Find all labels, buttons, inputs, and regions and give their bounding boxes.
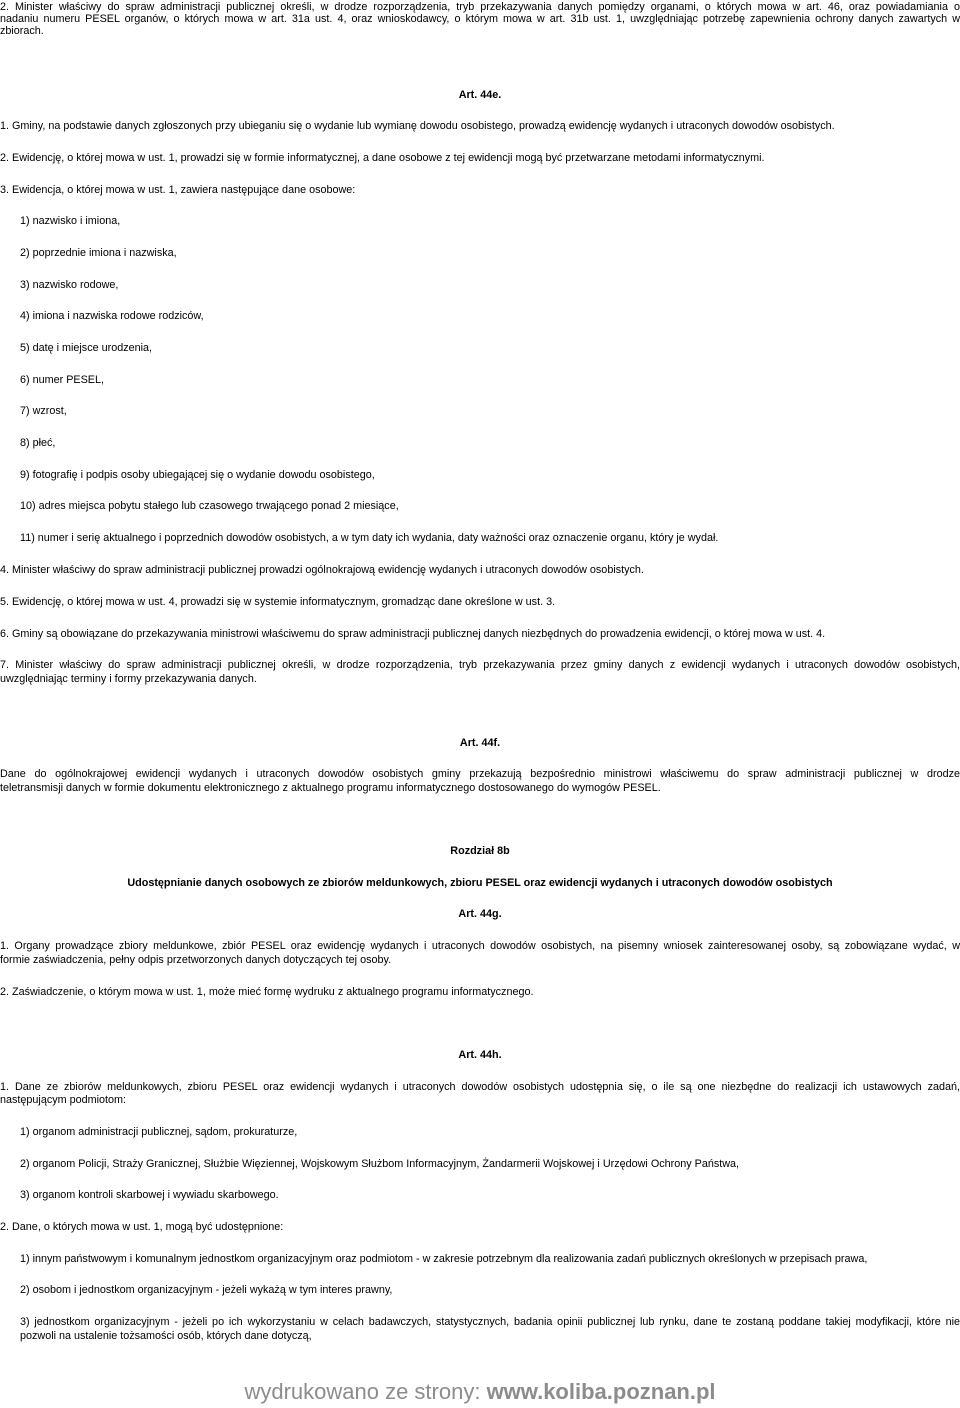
paragraph-line: 6. Gminy są obowiązane do przekazywania ministrowi właściwemu do spraw administracji publicznej danych niezbędnych do prowadzenia ewidencji, o której mowa w ust. 4. xyxy=(0,628,826,640)
paragraph-line: formie zaświadczenia, pełny odpis przetworzonych danych dotyczących tej osoby. xyxy=(0,954,392,966)
list-item: 2) osobom i jednostkom organizacyjnym - jeżeli wykażą w tym interes prawny, xyxy=(20,1284,393,1296)
footer-site-link[interactable]: www.koliba.poznan.pl xyxy=(486,1379,716,1404)
list-item: 5) datę i miejsce urodzenia, xyxy=(20,342,153,354)
print-footer xyxy=(0,1378,960,1406)
list-item: 2) poprzednie imiona i nazwiska, xyxy=(20,247,177,259)
paragraph-line: 2. Ewidencję, o której mowa w ust. 1, prowadzi się w formie informatycznej, a dane osobowe z tej ewidencji mogą być przetwarzane metodami informatycznymi. xyxy=(0,152,765,164)
article-heading: Art. 44e. xyxy=(458,89,502,101)
paragraph-line: 2. Zaświadczenie, o którym mowa w ust. 1, może mieć formę wydruku z aktualnego programu informatycznego. xyxy=(0,986,534,998)
paragraph-line: 3. Ewidencja, o której mowa w ust. 1, zawiera następujące dane osobowe: xyxy=(0,184,356,196)
paragraph-line: 4. Minister właściwy do spraw administracji publicznej prowadzi ogólnokrajową ewidencję wydanych i utraconych dowodów osobistych. xyxy=(0,564,644,576)
chapter-heading: Rozdział 8b xyxy=(450,845,510,857)
list-item: 3) nazwisko rodowe, xyxy=(20,279,119,291)
list-item: 4) imiona i nazwiska rodowe rodziców, xyxy=(20,310,204,322)
paragraph-line: 2. Dane, o których mowa w ust. 1, mogą być udostępnione: xyxy=(0,1221,284,1233)
paragraph-line: uwzględniając terminy i formy przekazywania danych. xyxy=(0,673,257,685)
paragraph-line: 2. Minister właściwy do spraw administracji publicznej określi, w drodze rozporządzenia, tryb przekazywania danych pomiędzy organami, o których mowa w art. 46, oraz powiadamiania o xyxy=(0,1,960,13)
article-heading: Art. 44g. xyxy=(458,908,502,920)
list-item: 1) innym państwowym i komunalnym jednostkom organizacyjnym oraz podmiotom - w zakresie potrzebnym dla realizowania zadań publicznych określonych w przepisach prawa, xyxy=(20,1253,868,1265)
article-heading: Art. 44h. xyxy=(458,1049,502,1061)
paragraph-line: 1. Gminy, na podstawie danych zgłoszonych przy ubieganiu się o wydanie lub wymianę dowodu osobistego, prowadzą ewidencję wydanych i utraconych dowodów osobistych. xyxy=(0,120,835,132)
paragraph-line: Dane do ogólnokrajowej ewidencji wydanych i utraconych dowodów osobistych gminy przekazują bezpośrednio ministrowi właściwemu do spraw administracji publicznej w drodze xyxy=(0,768,960,780)
list-item: pozwoli na ustalenie tożsamości osób, których dane dotyczą, xyxy=(20,1330,312,1342)
list-item: 10) adres miejsca pobytu stałego lub czasowego trwającego ponad 2 miesiące, xyxy=(20,500,399,512)
paragraph-line: teletransmisji danych w formie dokumentu elektronicznego z aktualnego programu informatycznego dostosowanego do wymogów PESEL. xyxy=(0,782,661,794)
chapter-title: Udostępnianie danych osobowych ze zbiorów meldunkowych, zbioru PESEL oraz ewidencji wydanych i utraconych dowodów osobistych xyxy=(127,877,833,889)
paragraph-line: 7. Minister właściwy do spraw administracji publicznej określi, w drodze rozporządzenia, tryb przekazywania przez gminy danych z ewidencji wydanych i utraconych dowodów osobistych, xyxy=(0,659,960,671)
list-item: 3) organom kontroli skarbowej i wywiadu skarbowego. xyxy=(20,1189,279,1201)
paragraph-line: następującym podmiotom: xyxy=(0,1094,127,1106)
list-item: 2) organom Policji, Straży Granicznej, Służbie Więziennej, Wojskowym Służbom Informacyjnym, Żandarmerii Wojskowej i Urzędowi Ochrony Państwa, xyxy=(20,1158,740,1170)
list-item: 3) jednostkom organizacyjnym - jeżeli po ich wykorzystaniu w celach badawczych, statystycznych, badania opinii publicznej lub rynku, dane te zostaną poddane takiej modyfikacji, które nie xyxy=(20,1316,960,1328)
paragraph-line: 5. Ewidencję, o której mowa w ust. 4, prowadzi się w systemie informatycznym, gromadząc dane określone w ust. 3. xyxy=(0,596,556,608)
list-item: 7) wzrost, xyxy=(20,405,67,417)
footer-prefix: wydrukowano ze strony: xyxy=(244,1379,487,1404)
list-item: 11) numer i serię aktualnego i poprzednich dowodów osobistych, a w tym daty ich wydania, daty ważności oraz oznaczenie organu, który je wydał. xyxy=(20,532,719,544)
article-heading: Art. 44f. xyxy=(459,737,501,749)
list-item: 1) nazwisko i imiona, xyxy=(20,215,121,227)
list-item: 6) numer PESEL, xyxy=(20,374,105,386)
list-item: 9) fotografię i podpis osoby ubiegającej się o wydanie dowodu osobistego, xyxy=(20,469,375,481)
paragraph-line: nadaniu numeru PESEL organów, o których mowa w art. 31a ust. 4, oraz wnioskodawcy, o którym mowa w art. 31b ust. 1, uwzględniając potrzebę zapewnienia ochrony danych zawartych w xyxy=(0,13,960,25)
list-item: 1) organom administracji publicznej, sądom, prokuraturze, xyxy=(20,1126,298,1138)
list-item: 8) płeć, xyxy=(20,437,56,449)
paragraph-line: zbiorach. xyxy=(0,25,44,37)
paragraph-line: 1. Dane ze zbiorów meldunkowych, zbioru PESEL oraz ewidencji wydanych i utraconych dowodów osobistych udostępnia się, o ile są one niezbędne do realizacji ich ustawowych zadań, xyxy=(0,1081,960,1093)
paragraph-line: 1. Organy prowadzące zbiory meldunkowe, zbiór PESEL oraz ewidencję wydanych i utraconych dowodów osobistych, na pisemny wniosek zainteresowanej osoby, są zobowiązane wydać, w xyxy=(0,940,960,952)
